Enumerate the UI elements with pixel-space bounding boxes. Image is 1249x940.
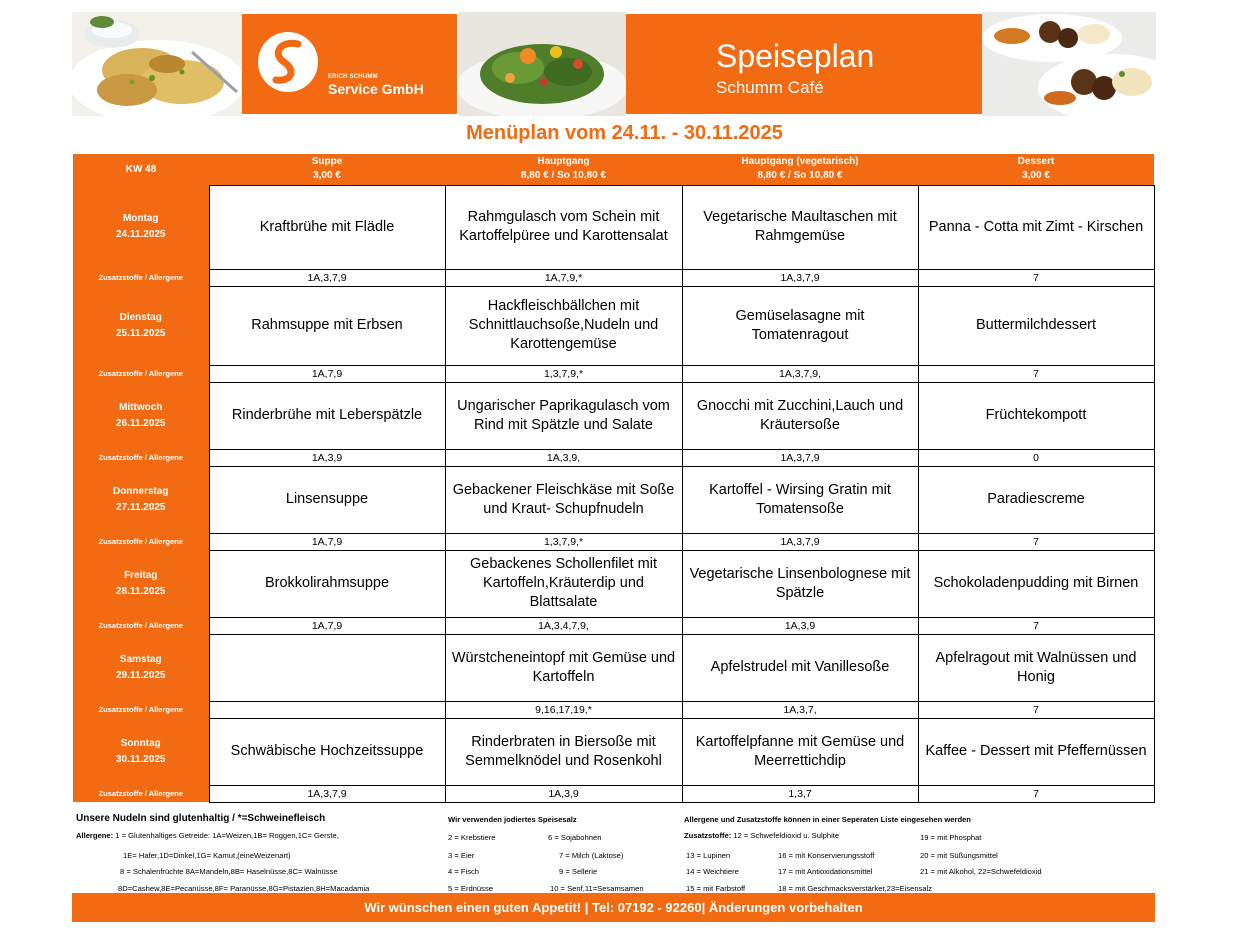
day-row: [73, 718, 1154, 785]
allergens-line: 8 = Schalenfrüchte 8A=Mandeln,8B= Haselnüsse,8C= Walnüsse: [120, 867, 338, 876]
allergen-item: 4 = Fisch: [448, 867, 480, 876]
allergen-code: 7: [918, 269, 1154, 286]
logo-s-icon: [258, 32, 318, 92]
additive-item: 18 = mit Geschmacksverstärker,23=Eisensalz: [778, 884, 933, 893]
dish-cell: Kartoffel - Wirsing Gratin mit Tomatensoße: [682, 466, 918, 533]
dish-cell: Kartoffelpfanne mit Gemüse und Meerrettichdip: [682, 718, 918, 785]
allergen-row-label: Zusatzstoffe / Allergene: [73, 533, 209, 550]
allergen-code: 1A,3,7,9: [209, 269, 445, 286]
column-price: 8,80 € / So 10,80 €: [520, 170, 607, 182]
allergen-code: 9,16,17,19,*: [445, 701, 682, 718]
allergen-code: 1A,3,4,7,9,: [445, 617, 682, 634]
additive-item: 14 = Weichtiere: [686, 867, 739, 876]
day-cell: [73, 634, 209, 701]
notes-col3-title: Allergene und Zusatzstoffe können in einer Seperaten Liste eingesehen werden: [684, 815, 971, 824]
day-cell: [73, 286, 209, 365]
dish-cell: Linsensuppe: [209, 466, 445, 533]
allergen-code: 1A,7,9: [209, 533, 445, 550]
notes-col2-title: Wir verwenden jodiertes Speisesalz: [448, 815, 577, 824]
dish-cell: Kraftbrühe mit Flädle: [209, 185, 445, 269]
column-price: 3,00 €: [1022, 170, 1050, 182]
dish-cell: Rahmsuppe mit Erbsen: [209, 286, 445, 365]
allergen-row: [73, 785, 1154, 802]
allergen-item: 5 = Erdnüsse: [448, 884, 493, 893]
day-name: Freitag: [124, 569, 158, 581]
company-logo: [242, 14, 457, 114]
dish-cell: Gemüselasagne mit Tomatenragout: [682, 286, 918, 365]
column-header: [209, 154, 445, 185]
allergen-code: 7: [918, 785, 1154, 802]
day-date: 30.11.2025: [116, 753, 166, 765]
dish-cell: Ungarischer Paprikagulasch vom Rind mit Spätzle und Salate: [445, 382, 682, 449]
dish-cell: Früchtekompott: [918, 382, 1154, 449]
day-row: [73, 634, 1154, 701]
allergens-line: 1E= Hafer,1D=Dinkel,1G= Kamut,(eineWeizenart): [123, 851, 291, 860]
allergen-row: [73, 269, 1154, 286]
allergens-label: Allergene:: [76, 831, 114, 840]
dish-cell: Vegetarische Linsenbolognese mit Spätzle: [682, 550, 918, 617]
notes-col1-title: Unsere Nudeln sind glutenhaltig / *=Schweinefleisch: [76, 813, 326, 824]
allergen-row: [73, 533, 1154, 550]
dish-cell: Gebackenes Schollenfilet mit Kartoffeln,Kräuterdip und Blattsalate: [445, 550, 682, 617]
day-date: 28.11.2025: [116, 585, 166, 597]
allergen-code: 7: [918, 617, 1154, 634]
day-row: [73, 286, 1154, 365]
day-name: Dienstag: [119, 311, 162, 323]
day-name: Sonntag: [120, 737, 161, 749]
additive-item: 13 = Lupinen: [686, 851, 731, 860]
allergen-code: 1A,3,9: [445, 785, 682, 802]
allergen-code: 1,3,7,9,*: [445, 533, 682, 550]
food-photo-pasta: [72, 12, 242, 116]
dish-cell: Gebackener Fleischkäse mit Soße und Kraut- Schupfnudeln: [445, 466, 682, 533]
day-row: [73, 466, 1154, 533]
dish-cell: Kaffee - Dessert mit Pfeffernüssen: [918, 718, 1154, 785]
column-header: [682, 154, 918, 185]
title-banner: [626, 14, 982, 114]
allergen-code: 1A,3,9,: [445, 449, 682, 466]
allergen-code: 1A,3,7,9: [209, 785, 445, 802]
day-row: [73, 382, 1154, 449]
dish-cell: Rinderbrühe mit Leberspätzle: [209, 382, 445, 449]
dish-cell: Rahmgulasch vom Schein mit Kartoffelpüree und Karottensalat: [445, 185, 682, 269]
day-name: Montag: [122, 213, 159, 224]
allergen-item: 6 = Sojabohnen: [548, 833, 602, 842]
table-header-row: [73, 154, 1154, 185]
week-label: KW 48: [73, 154, 209, 185]
additive-item: 21 = mit Alkohol, 22=Schwefeldioxid: [920, 867, 1042, 876]
additive-item: 16 = mit Konservierungsstoff: [778, 851, 875, 860]
column-name: Dessert: [1017, 156, 1055, 168]
dish-cell: Rinderbraten in Biersoße mit Semmelknödel und Rosenkohl: [445, 718, 682, 785]
company-small-text: ERICH SCHUMM: [328, 74, 378, 80]
allergens-text: 1 = Glutenhaltiges Getreide: 1A=Weizen,1B= Roggen,1C= Gerste,: [115, 831, 339, 840]
allergen-code: 1,3,7,9,*: [445, 365, 682, 382]
allergen-item: 2 = Krebstiere: [448, 833, 496, 842]
day-cell: [73, 185, 209, 269]
day-date: 29.11.2025: [116, 669, 166, 681]
footer-bar: Wir wünschen einen guten Appetit! | Tel: 07192 - 92260| Änderungen vorbehalten: [72, 893, 1155, 922]
day-date: 24.11.2025: [116, 229, 166, 240]
allergen-code: 1A,3,9: [682, 617, 918, 634]
dish-cell: Apfelragout mit Walnüssen und Honig: [918, 634, 1154, 701]
allergen-code: 1A,3,7,: [682, 701, 918, 718]
column-name: Hauptgang: [537, 156, 590, 168]
column-header: [918, 154, 1154, 185]
dish-cell: Würstcheneintopf mit Gemüse und Kartoffeln: [445, 634, 682, 701]
allergen-item: 7 = Milch (Laktose): [559, 851, 624, 860]
dish-cell: [209, 634, 445, 701]
allergen-code: 1A,7,9,*: [445, 269, 682, 286]
dish-cell: Schokoladenpudding mit Birnen: [918, 550, 1154, 617]
day-row: [73, 185, 1154, 269]
day-name: Donnerstag: [112, 485, 169, 497]
allergen-row: [73, 365, 1154, 382]
additive-item: 15 = mit Farbstoff: [686, 884, 746, 893]
dish-cell: Hackfleischbällchen mit Schnittlauchsoße,Nudeln und Karottengemüse: [445, 286, 682, 365]
allergen-code: 7: [918, 533, 1154, 550]
food-photo-salad: [458, 12, 626, 116]
day-name: Mittwoch: [119, 401, 163, 413]
day-cell: [73, 466, 209, 533]
allergens-line: [76, 831, 339, 840]
dish-cell: Brokkolirahmsuppe: [209, 550, 445, 617]
dish-cell: Vegetarische Maultaschen mit Rahmgemüse: [682, 185, 918, 269]
food-photo-meatballs: [982, 12, 1156, 116]
allergen-row-label: Zusatzstoffe / Allergene: [73, 785, 209, 802]
allergen-row-label: Zusatzstoffe / Allergene: [73, 365, 209, 382]
menu-table: [73, 154, 1155, 803]
page-title: Speiseplan: [716, 38, 875, 74]
allergen-code: 1A,3,7,9: [682, 449, 918, 466]
dish-cell: Schwäbische Hochzeitssuppe: [209, 718, 445, 785]
additive-item: 12 = Schwefeldioxid u. Sulphite: [733, 831, 840, 840]
allergen-item: 9 = Sellerie: [559, 867, 598, 876]
allergen-code: 1A,3,7,9,: [682, 365, 918, 382]
dish-cell: Gnocchi mit Zucchini,Lauch und Kräutersoße: [682, 382, 918, 449]
column-header: [445, 154, 682, 185]
day-date: 26.11.2025: [116, 417, 166, 429]
menu-heading: Menüplan vom 24.11. - 30.11.2025: [466, 122, 783, 144]
day-cell: [73, 382, 209, 449]
additive-item: 17 = mit Antioxidationsmittel: [778, 867, 873, 876]
allergen-code: 1A,3,7,9: [682, 533, 918, 550]
allergen-row-label: Zusatzstoffe / Allergene: [73, 449, 209, 466]
allergens-line: 8D=Cashew,8E=Pecanüsse,8F= Paranüsse,8G=Pistazien,8H=Macadamia: [118, 884, 370, 893]
dish-cell: Buttermilchdessert: [918, 286, 1154, 365]
allergen-item: 3 = Eier: [448, 851, 475, 860]
allergen-code: 7: [918, 365, 1154, 382]
dish-cell: Panna - Cotta mit Zimt - Kirschen: [918, 185, 1154, 269]
page-subtitle: Schumm Café: [716, 78, 824, 97]
allergen-code: 1,3,7: [682, 785, 918, 802]
allergen-code: 0: [918, 449, 1154, 466]
allergen-row: [73, 617, 1154, 634]
allergen-code: [209, 701, 445, 718]
allergen-code: 1A,3,9: [209, 449, 445, 466]
day-row: [73, 550, 1154, 617]
day-cell: [73, 718, 209, 785]
additives-label: Zusatzstoffe:: [684, 831, 732, 840]
allergen-item: 10 = Senf,11=Sesamsamen: [550, 884, 644, 893]
dish-cell: Apfelstrudel mit Vanillesoße: [682, 634, 918, 701]
day-name: Samstag: [119, 653, 162, 665]
additive-item: 19 = mit Phosphat: [920, 833, 982, 842]
allergen-code: 1A,3,7,9: [682, 269, 918, 286]
company-name: Service GmbH: [328, 81, 424, 97]
dish-cell: Paradiescreme: [918, 466, 1154, 533]
additive-item: 20 = mit Süßungsmittel: [920, 851, 998, 860]
column-price: 3,00 €: [313, 170, 341, 182]
allergen-code: 1A,7,9: [209, 617, 445, 634]
day-date: 25.11.2025: [116, 327, 166, 339]
allergen-code: 7: [918, 701, 1154, 718]
day-cell: [73, 550, 209, 617]
allergen-row: [73, 449, 1154, 466]
allergen-row-label: Zusatzstoffe / Allergene: [73, 269, 209, 286]
column-price: 8,80 € / So 10,80 €: [757, 170, 843, 182]
allergen-row: [73, 701, 1154, 718]
column-name: Hauptgang (vegetarisch): [741, 156, 859, 168]
day-date: 27.11.2025: [116, 501, 166, 513]
allergen-row-label: Zusatzstoffe / Allergene: [73, 701, 209, 718]
additives-line: [684, 831, 839, 840]
allergen-row-label: Zusatzstoffe / Allergene: [73, 617, 209, 634]
allergen-code: 1A,7,9: [209, 365, 445, 382]
column-name: Suppe: [311, 156, 343, 168]
